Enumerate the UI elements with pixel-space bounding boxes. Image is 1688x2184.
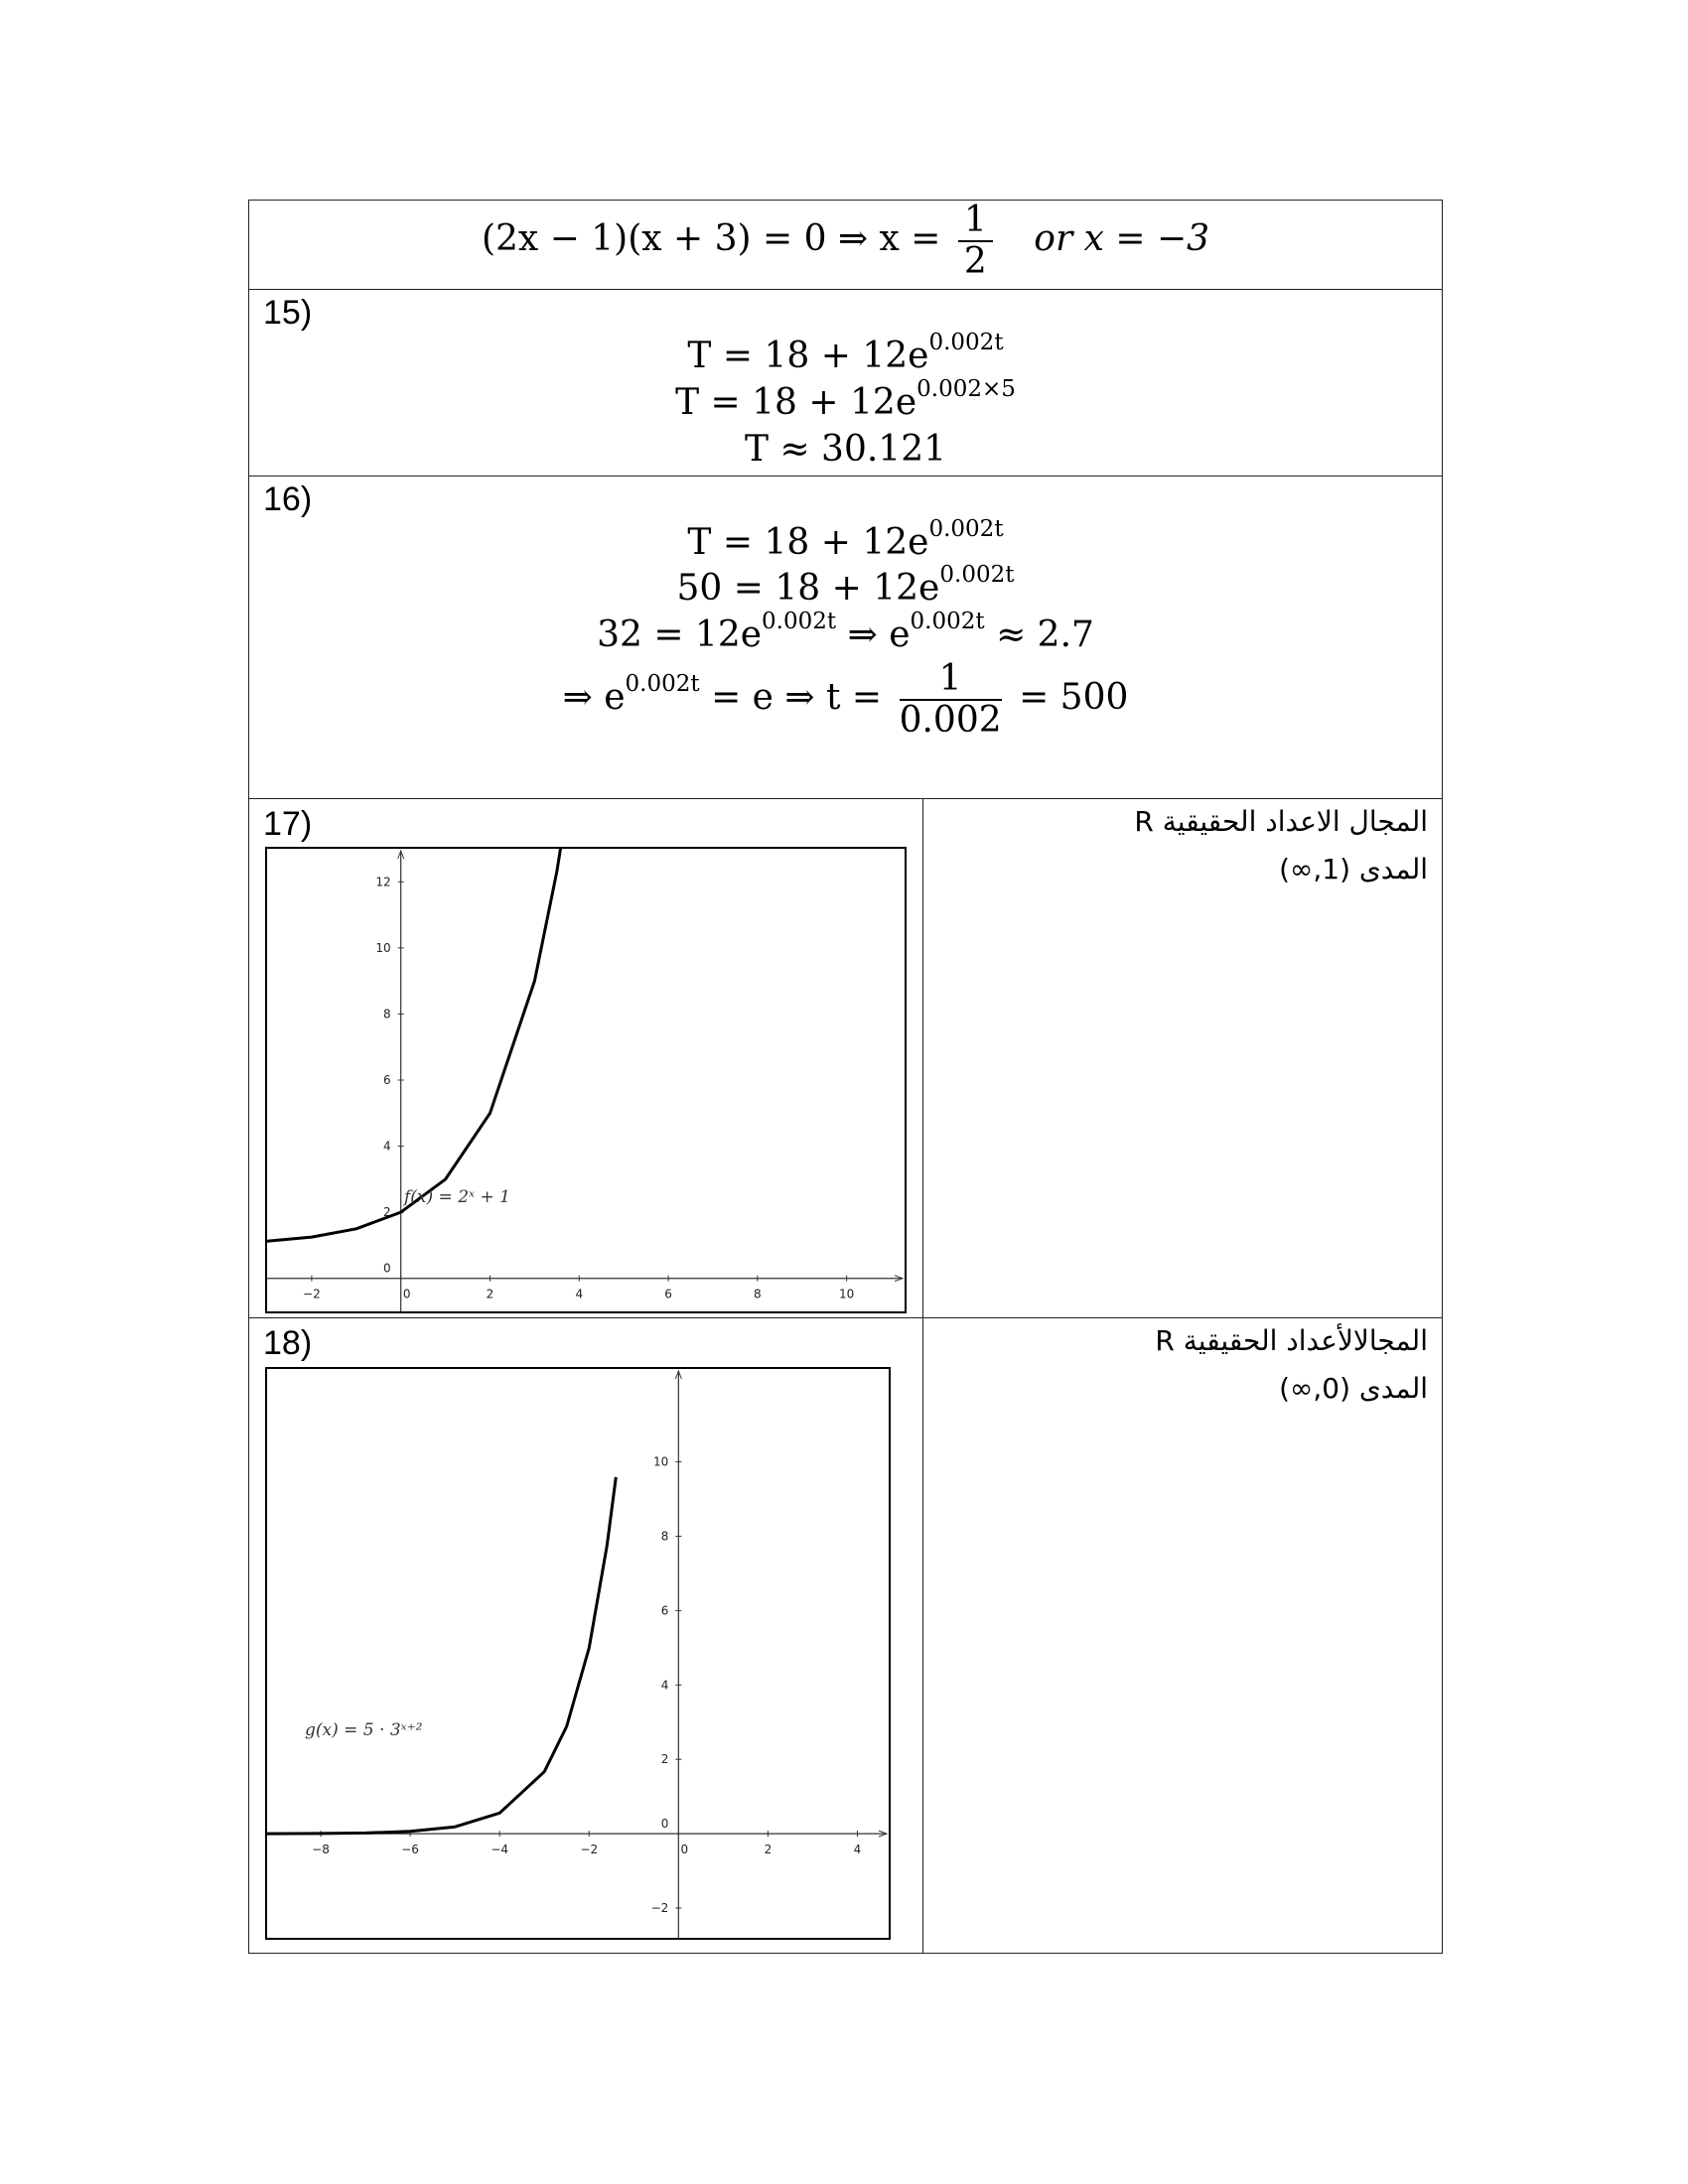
quadratic-lhs: (2x − 1)(x + 3) = 0 ⇒ x = bbox=[481, 218, 941, 259]
question-number-15: 15) bbox=[263, 294, 313, 332]
g-chart-y-tick-label: 0 bbox=[660, 1817, 669, 1832]
g-chart-x-tick-label: 0 bbox=[680, 1843, 689, 1857]
f-chart-y-tick-label: 4 bbox=[383, 1139, 391, 1154]
q15-line-2 bbox=[249, 376, 1442, 430]
g-chart-curve bbox=[267, 1477, 616, 1834]
q17-range: المدى (1,∞) bbox=[1279, 853, 1428, 886]
q16-line-3-exponent-1: 0.002t bbox=[762, 609, 837, 634]
fraction-t bbox=[900, 659, 1002, 741]
f-chart-y-tick-label: 2 bbox=[383, 1205, 391, 1220]
g-chart-x-tick-label: −4 bbox=[491, 1843, 509, 1857]
g-chart-y-tick-label: 10 bbox=[653, 1454, 669, 1469]
f-chart-x-tick-label: −2 bbox=[303, 1287, 321, 1301]
g-chart-y-tick-label: 4 bbox=[660, 1678, 669, 1693]
cell-divider bbox=[922, 1318, 923, 1953]
q16-line-3-part-b: ⇒ e bbox=[847, 614, 911, 655]
graph-g-svg bbox=[267, 1369, 889, 1938]
fraction-t-denominator: 0.002 bbox=[899, 700, 1002, 741]
fraction-denominator: 2 bbox=[963, 241, 987, 282]
f-chart-x-tick-label: 0 bbox=[402, 1287, 411, 1301]
fraction-t-numerator: 1 bbox=[900, 659, 1002, 701]
row-question-18 bbox=[248, 1317, 1443, 1954]
f-chart-function-label: f(x) = 2ˣ + 1 bbox=[404, 1187, 510, 1207]
q15-line-3 bbox=[249, 427, 1442, 473]
row-question-15 bbox=[248, 289, 1443, 477]
q16-line-2-base: 50 = 18 + 12e bbox=[676, 568, 940, 609]
quadratic-rhs: or x = −3 bbox=[1034, 218, 1210, 259]
g-chart-x-tick-label: −8 bbox=[312, 1843, 330, 1857]
q18-domain: المجالالأعداد الحقيقية R bbox=[1155, 1324, 1428, 1357]
q16-line-1-base: T = 18 + 12e bbox=[687, 522, 929, 563]
q16-line-1 bbox=[249, 516, 1442, 570]
f-chart-curve bbox=[267, 849, 566, 1241]
q16-line-4 bbox=[249, 659, 1442, 741]
f-chart-y-tick-label: 6 bbox=[383, 1073, 391, 1087]
g-chart-x-tick-label: 4 bbox=[853, 1843, 862, 1857]
g-chart-x-tick-label: 2 bbox=[764, 1843, 773, 1857]
q16-line-4-exponent: 0.002t bbox=[625, 671, 700, 697]
question-number-17: 17) bbox=[263, 805, 313, 843]
g-chart-x-tick-label: −6 bbox=[401, 1843, 419, 1857]
quadratic-equation bbox=[249, 201, 1442, 282]
q16-line-4-part-b: = e ⇒ t = bbox=[711, 677, 883, 718]
row-question-16 bbox=[248, 476, 1443, 799]
graph-f-svg bbox=[267, 849, 905, 1311]
f-chart-y-tick-label: 0 bbox=[383, 1261, 391, 1276]
question-number-18: 18) bbox=[263, 1324, 313, 1362]
f-chart-x-tick-label: 10 bbox=[838, 1287, 855, 1301]
g-chart-function-label: g(x) = 5 · 3ˣ⁺² bbox=[305, 1720, 423, 1740]
q15-line-1-exponent: 0.002t bbox=[928, 330, 1004, 355]
q16-line-4-part-c: = 500 bbox=[1019, 677, 1129, 718]
q18-range: المدى (0,∞) bbox=[1279, 1372, 1428, 1405]
g-chart-y-tick-label: −2 bbox=[650, 1901, 669, 1916]
q15-line-2-base: T = 18 + 12e bbox=[675, 382, 917, 423]
row-quadratic bbox=[248, 200, 1443, 290]
q16-line-1-exponent: 0.002t bbox=[928, 516, 1004, 542]
f-chart-x-tick-label: 2 bbox=[486, 1287, 494, 1301]
q16-line-3-part-c: ≈ 2.7 bbox=[996, 614, 1094, 655]
q16-line-2-exponent: 0.002t bbox=[939, 562, 1015, 588]
f-chart-x-tick-label: 4 bbox=[575, 1287, 584, 1301]
f-chart-x-tick-label: 6 bbox=[664, 1287, 672, 1301]
question-number-16: 16) bbox=[263, 480, 313, 518]
g-chart-y-tick-label: 8 bbox=[660, 1529, 669, 1544]
g-chart-x-tick-label: −2 bbox=[580, 1843, 599, 1857]
fraction-half bbox=[958, 201, 993, 282]
q16-line-3-part-a: 32 = 12e bbox=[597, 614, 763, 655]
q15-line-1-base: T = 18 + 12e bbox=[687, 336, 929, 376]
row-question-17 bbox=[248, 798, 1443, 1318]
g-chart-y-tick-label: 6 bbox=[660, 1603, 669, 1618]
fraction-numerator: 1 bbox=[958, 201, 993, 242]
f-chart-y-tick-label: 12 bbox=[375, 875, 391, 889]
f-chart-y-tick-label: 10 bbox=[375, 940, 391, 955]
q16-line-2 bbox=[249, 562, 1442, 615]
graph-f bbox=[265, 847, 907, 1313]
q16-line-4-part-a: ⇒ e bbox=[562, 677, 626, 718]
g-chart-y-tick-label: 2 bbox=[660, 1752, 669, 1767]
q16-line-3 bbox=[249, 609, 1442, 662]
f-chart-x-tick-label: 8 bbox=[754, 1287, 762, 1301]
q15-result: T ≈ 30.121 bbox=[744, 429, 947, 470]
answer-sheet bbox=[248, 200, 1445, 1954]
cell-divider bbox=[922, 799, 923, 1317]
f-chart-y-tick-label: 8 bbox=[383, 1007, 391, 1022]
graph-g bbox=[265, 1367, 891, 1940]
q15-line-1 bbox=[249, 330, 1442, 383]
q16-line-3-exponent-2: 0.002t bbox=[910, 609, 985, 634]
q15-line-2-exponent: 0.002×5 bbox=[916, 376, 1016, 402]
q17-domain: المجال الاعداد الحقيقية R bbox=[1134, 805, 1428, 838]
